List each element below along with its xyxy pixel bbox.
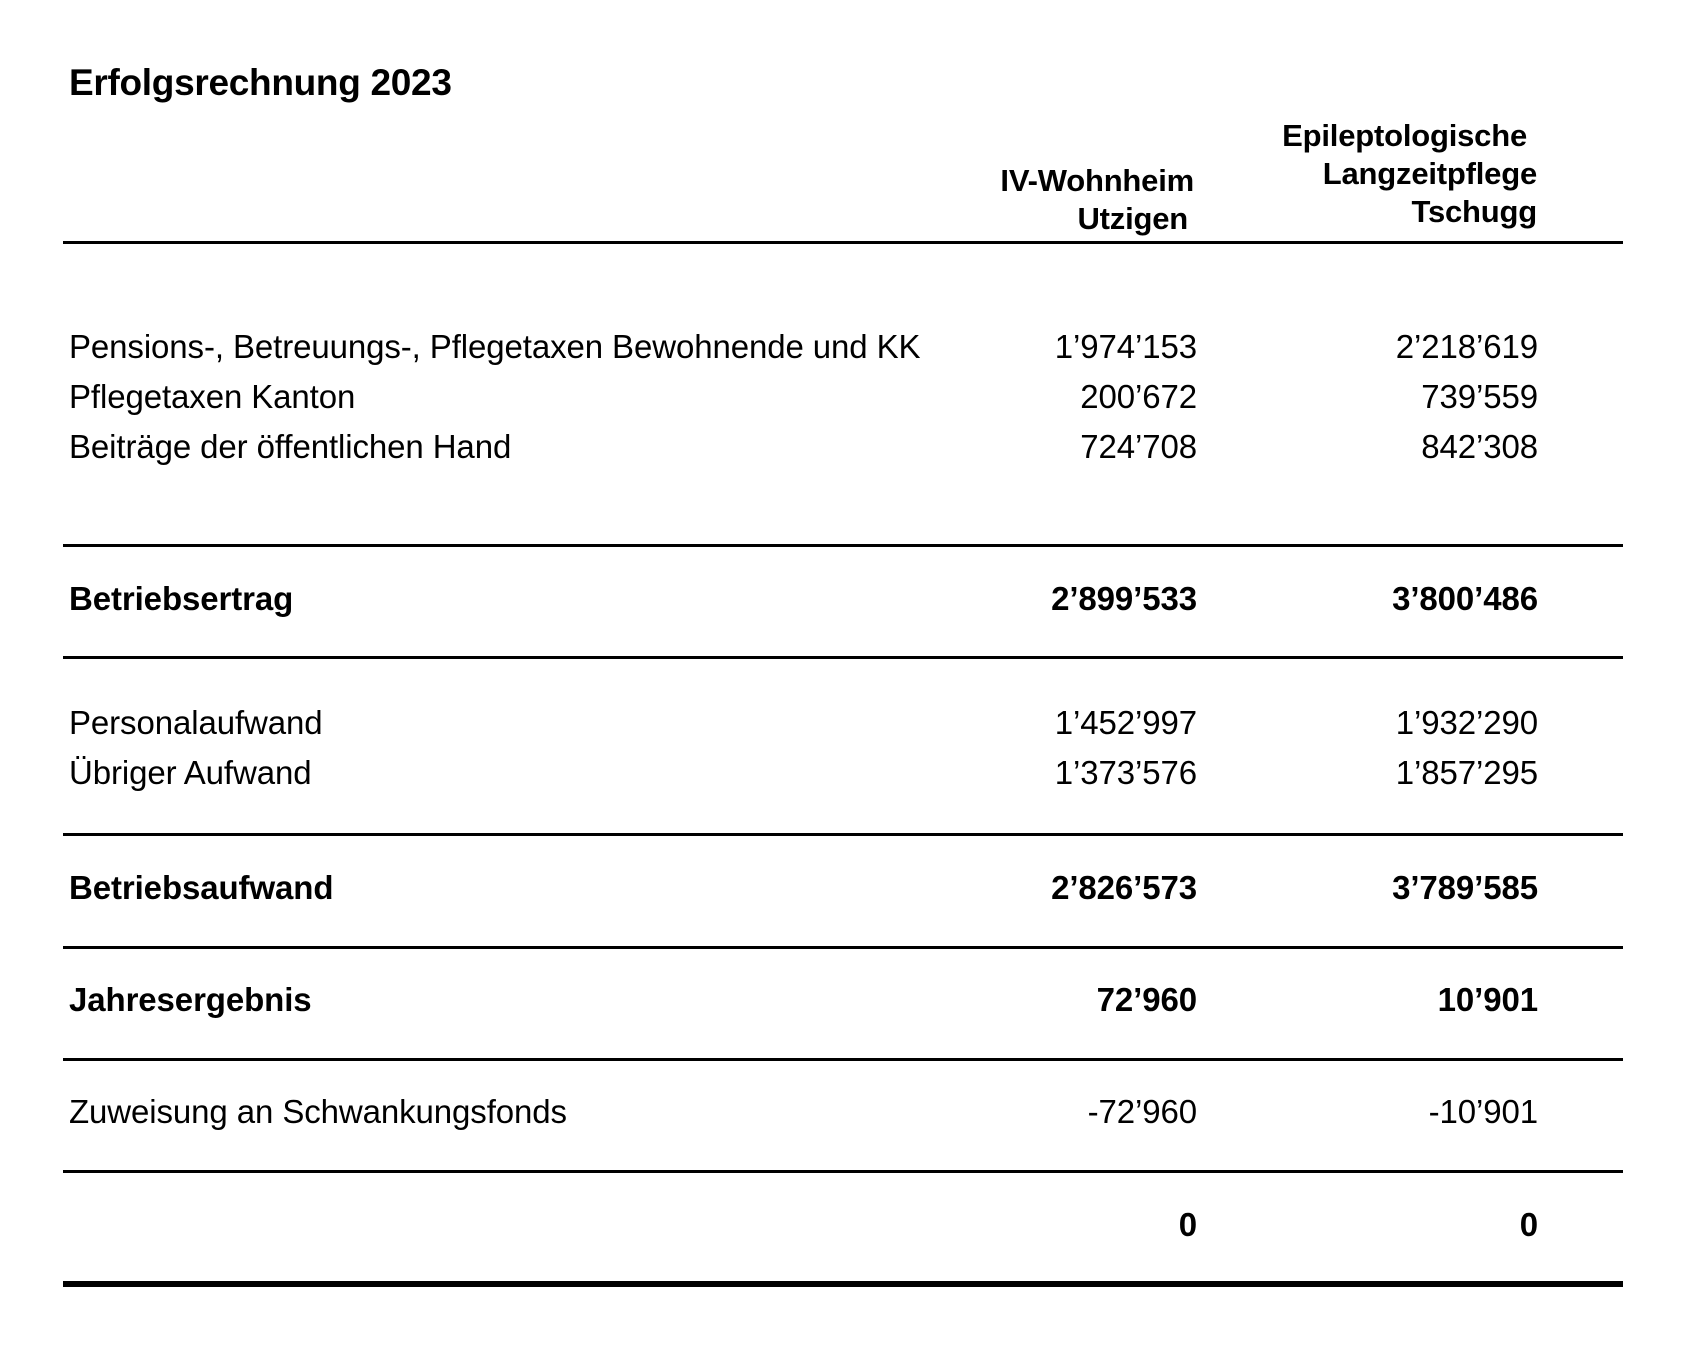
table-row bbox=[0, 377, 1684, 417]
value-langzeitpflege: 2’218’619 bbox=[1395, 328, 1538, 365]
table-row bbox=[0, 327, 1684, 367]
result-row bbox=[0, 980, 1684, 1020]
column-header-line: Utzigen bbox=[1077, 201, 1188, 236]
row-label: Beiträge der öffentlichen Hand bbox=[69, 428, 512, 465]
value-langzeitpflege: -10’901 bbox=[1428, 1093, 1538, 1130]
value-langzeitpflege: 1’932’290 bbox=[1395, 704, 1538, 741]
value-iv-wohnheim: 200’672 bbox=[1080, 378, 1197, 415]
section-divider bbox=[63, 544, 1623, 547]
section-divider bbox=[63, 946, 1623, 949]
row-label: Pensions-, Betreuungs-, Pflegetaxen Bewohnende und KK bbox=[69, 328, 921, 365]
value-langzeitpflege: 0 bbox=[1519, 1206, 1538, 1243]
column-header-line: Tschugg bbox=[1411, 194, 1537, 229]
subtotal-row bbox=[0, 868, 1684, 908]
row-label: Personalaufwand bbox=[69, 704, 323, 741]
row-label: Betriebsertrag bbox=[69, 580, 294, 617]
row-label: Betriebsaufwand bbox=[69, 869, 334, 906]
row-label: Pflegetaxen Kanton bbox=[69, 378, 356, 415]
value-iv-wohnheim: 1’974’153 bbox=[1054, 328, 1197, 365]
value-iv-wohnheim: -72’960 bbox=[1087, 1093, 1197, 1130]
section-divider bbox=[63, 656, 1623, 659]
value-iv-wohnheim: 2’899’533 bbox=[1051, 580, 1197, 617]
row-label: Zuweisung an Schwankungsfonds bbox=[69, 1093, 567, 1130]
section-divider bbox=[63, 1170, 1623, 1173]
value-iv-wohnheim: 1’452’997 bbox=[1054, 704, 1197, 741]
value-iv-wohnheim: 2’826’573 bbox=[1051, 869, 1197, 906]
value-iv-wohnheim: 0 bbox=[1178, 1206, 1197, 1243]
value-langzeitpflege: 842’308 bbox=[1421, 428, 1538, 465]
page-title: Erfolgsrechnung 2023 bbox=[69, 62, 452, 103]
column-header-iv-wohnheim bbox=[1000, 162, 1194, 238]
value-langzeitpflege: 3’800’486 bbox=[1392, 580, 1538, 617]
value-langzeitpflege: 3’789’585 bbox=[1392, 869, 1538, 906]
value-iv-wohnheim: 724’708 bbox=[1080, 428, 1197, 465]
section-divider bbox=[63, 833, 1623, 836]
table-row bbox=[0, 753, 1684, 793]
row-label: Übriger Aufwand bbox=[69, 754, 312, 791]
table-row bbox=[0, 1092, 1684, 1132]
table-row bbox=[0, 703, 1684, 743]
table-row bbox=[0, 427, 1684, 467]
column-header-line: Epileptologische bbox=[1282, 118, 1527, 153]
value-iv-wohnheim: 1’373’576 bbox=[1054, 754, 1197, 791]
column-header-langzeitpflege bbox=[1282, 117, 1537, 231]
header-divider bbox=[63, 241, 1623, 244]
value-langzeitpflege: 1’857’295 bbox=[1395, 754, 1538, 791]
column-header-line: IV-Wohnheim bbox=[1000, 163, 1194, 198]
row-label: Jahresergebnis bbox=[69, 981, 312, 1018]
closing-double-rule bbox=[63, 1281, 1623, 1287]
value-iv-wohnheim: 72’960 bbox=[1096, 981, 1197, 1018]
final-total-row bbox=[0, 1205, 1684, 1245]
subtotal-row bbox=[0, 579, 1684, 619]
section-divider bbox=[63, 1058, 1623, 1061]
column-header-line: Langzeitpflege bbox=[1322, 156, 1537, 191]
value-langzeitpflege: 739’559 bbox=[1421, 378, 1538, 415]
value-langzeitpflege: 10’901 bbox=[1437, 981, 1538, 1018]
